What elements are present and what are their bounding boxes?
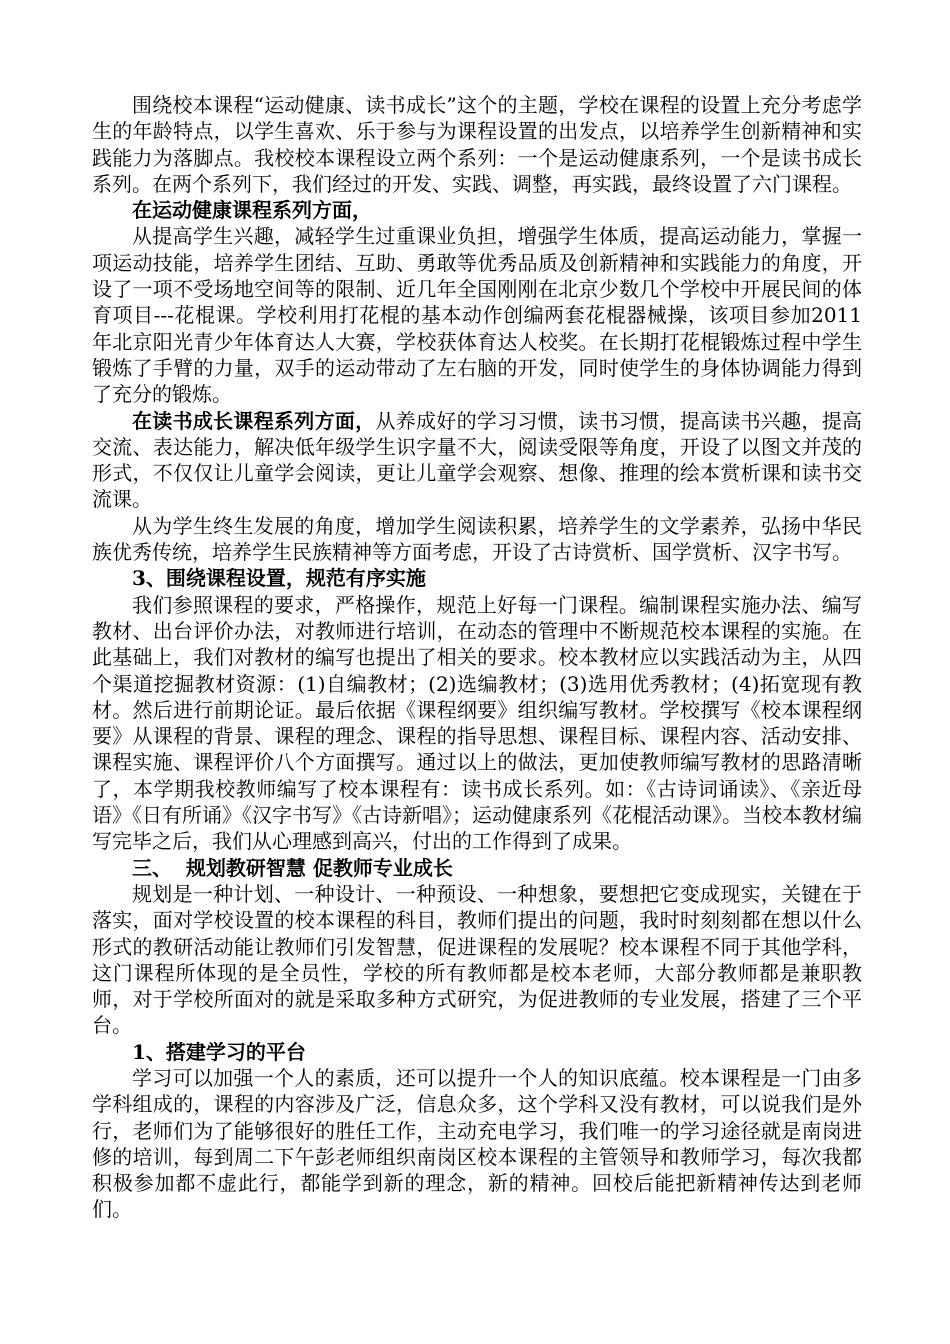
- paragraph-learning: 学习可以加强一个人的素质，还可以提升一个人的知识底蕴。校本课程是一门由多学科组成的，课程的内容涉及广泛，信息众多，这个学科又没有教材，可以说我们是外行，老师们为了能够很好的胜任工作，主动充电学习，我们唯一的学习途径就是南岗进修的培训，每到周二下午彭老师组织南岗区校本课程的主管领导和教师学习，每次我都积极参加都不虚此行，都能学到新的理念，新的精神。回校后能把新精神传达到老师们。: [92, 1065, 862, 1222]
- paragraph-classics: 从为学生终生发展的角度，增加学生阅读积累，培养学生的文学素养，弘扬中华民族优秀传统，培养学生民族精神等方面考虑，开设了古诗赏析、国学赏析、汉字书写。: [92, 513, 862, 565]
- paragraph-implementation: 我们参照课程的要求，严格操作，规范上好每一门课程。编制课程实施办法、编写教材、出台评价办法，对教师进行培训，在动态的管理中不断规范校本课程的实施。在此基础上，我们对教材的编写也提出了相关的要求。校本教材应以实践活动为主，从四个渠道挖掘教材资源：(1)自编教材；(2)选编教材；(3)选用优秀教材；(4)拓宽现有教材。然后进行前期论证。最后依据《课程纲要》组织编写教材。学校撰写《校本课程纲要》从课程的背景、课程的理念、课程的指导思想、课程目标、课程内容、活动安排、课程实施、课程评价八个方面撰写。通过以上的做法，更加使教师编写教材的思路清晰了，本学期我校教师编写了校本课程有：读书成长系列。如：《古诗词诵读》、《亲近母语》《日有所诵》《汉字书写》《古诗新唱》；运动健康系列《花棍活动课》。当校本教材编写完毕之后，我们从心理感到高兴，付出的工作得到了成果。: [92, 592, 862, 854]
- document-page: [92, 92, 862, 1223]
- heading-learning-platform: 1、搭建学习的平台: [132, 1039, 306, 1064]
- paragraph-sport: 从提高学生兴趣，减轻学生过重课业负担，增强学生体质，提高运动能力，掌握一项运动技能，培养学生团结、互助、勇敢等优秀品质及创新精神和实践能力的角度，开设了一项不受场地空间等的限制、近几年全国刚刚在北京少数几个学校中开展民间的体育项目---花棍课。学校利用打花棍的基本动作创编两套花棍器械操，该项目参加2011年北京阳光青少年体育达人大赛，学校获体育达人校奖。在长期打花棍锻炼过程中学生锻炼了手臂的力量，双手的运动带动了左右脑的开发，同时使学生的身体协调能力得到了充分的锻炼。: [92, 224, 862, 407]
- paragraph-intro: 围绕校本课程“运动健康、读书成长”这个的主题，学校在课程的设置上充分考虑学生的年龄特点，以学生喜欢、乐于参与为课程设置的出发点，以培养学生创新精神和实践能力为落脚点。我校校本课程设立两个系列：一个是运动健康系列，一个是读书成长系列。在两个系列下，我们经过的开发、实践、调整，再实践，最终设置了六门课程。: [92, 93, 862, 196]
- paragraph-read: [92, 408, 862, 513]
- heading-section-3: 3、围绕课程设置，规范有序实施: [132, 566, 426, 591]
- heading-part-three: 三、 规划教研智慧 促教师专业成长: [132, 855, 453, 880]
- paragraph-research: 规划是一种计划、一种设计、一种预设、一种想象，要想把它变成现实，关键在于落实，面对学校设置的校本课程的科目，教师们提出的问题，我时时刻刻都在想以什么形式的教研活动能让教师们引发智慧，促进课程的发展呢？校本课程不同于其他学科，这门课程所体现的是全员性，学校的所有教师都是校本老师，大部分教师都是兼职教师，对于学校所面对的就是采取多种方式研究，为促进教师的专业发展，搭建了三个平台。: [92, 881, 862, 1038]
- heading-sport-series: 在运动健康课程系列方面，: [132, 198, 372, 223]
- heading-read-series: 在读书成长课程系列方面，: [132, 408, 376, 433]
- paragraph-read-body: 从养成好的学习习惯，读书习惯，提高读书兴趣，提高交流、表达能力，解决低年级学生识字量不大，阅读受限等角度，开设了以图文并茂的形式，不仅仅让儿童学会阅读，更让儿童学会观察、想像、推理的绘本赏析课和读书交流课。: [92, 408, 863, 512]
